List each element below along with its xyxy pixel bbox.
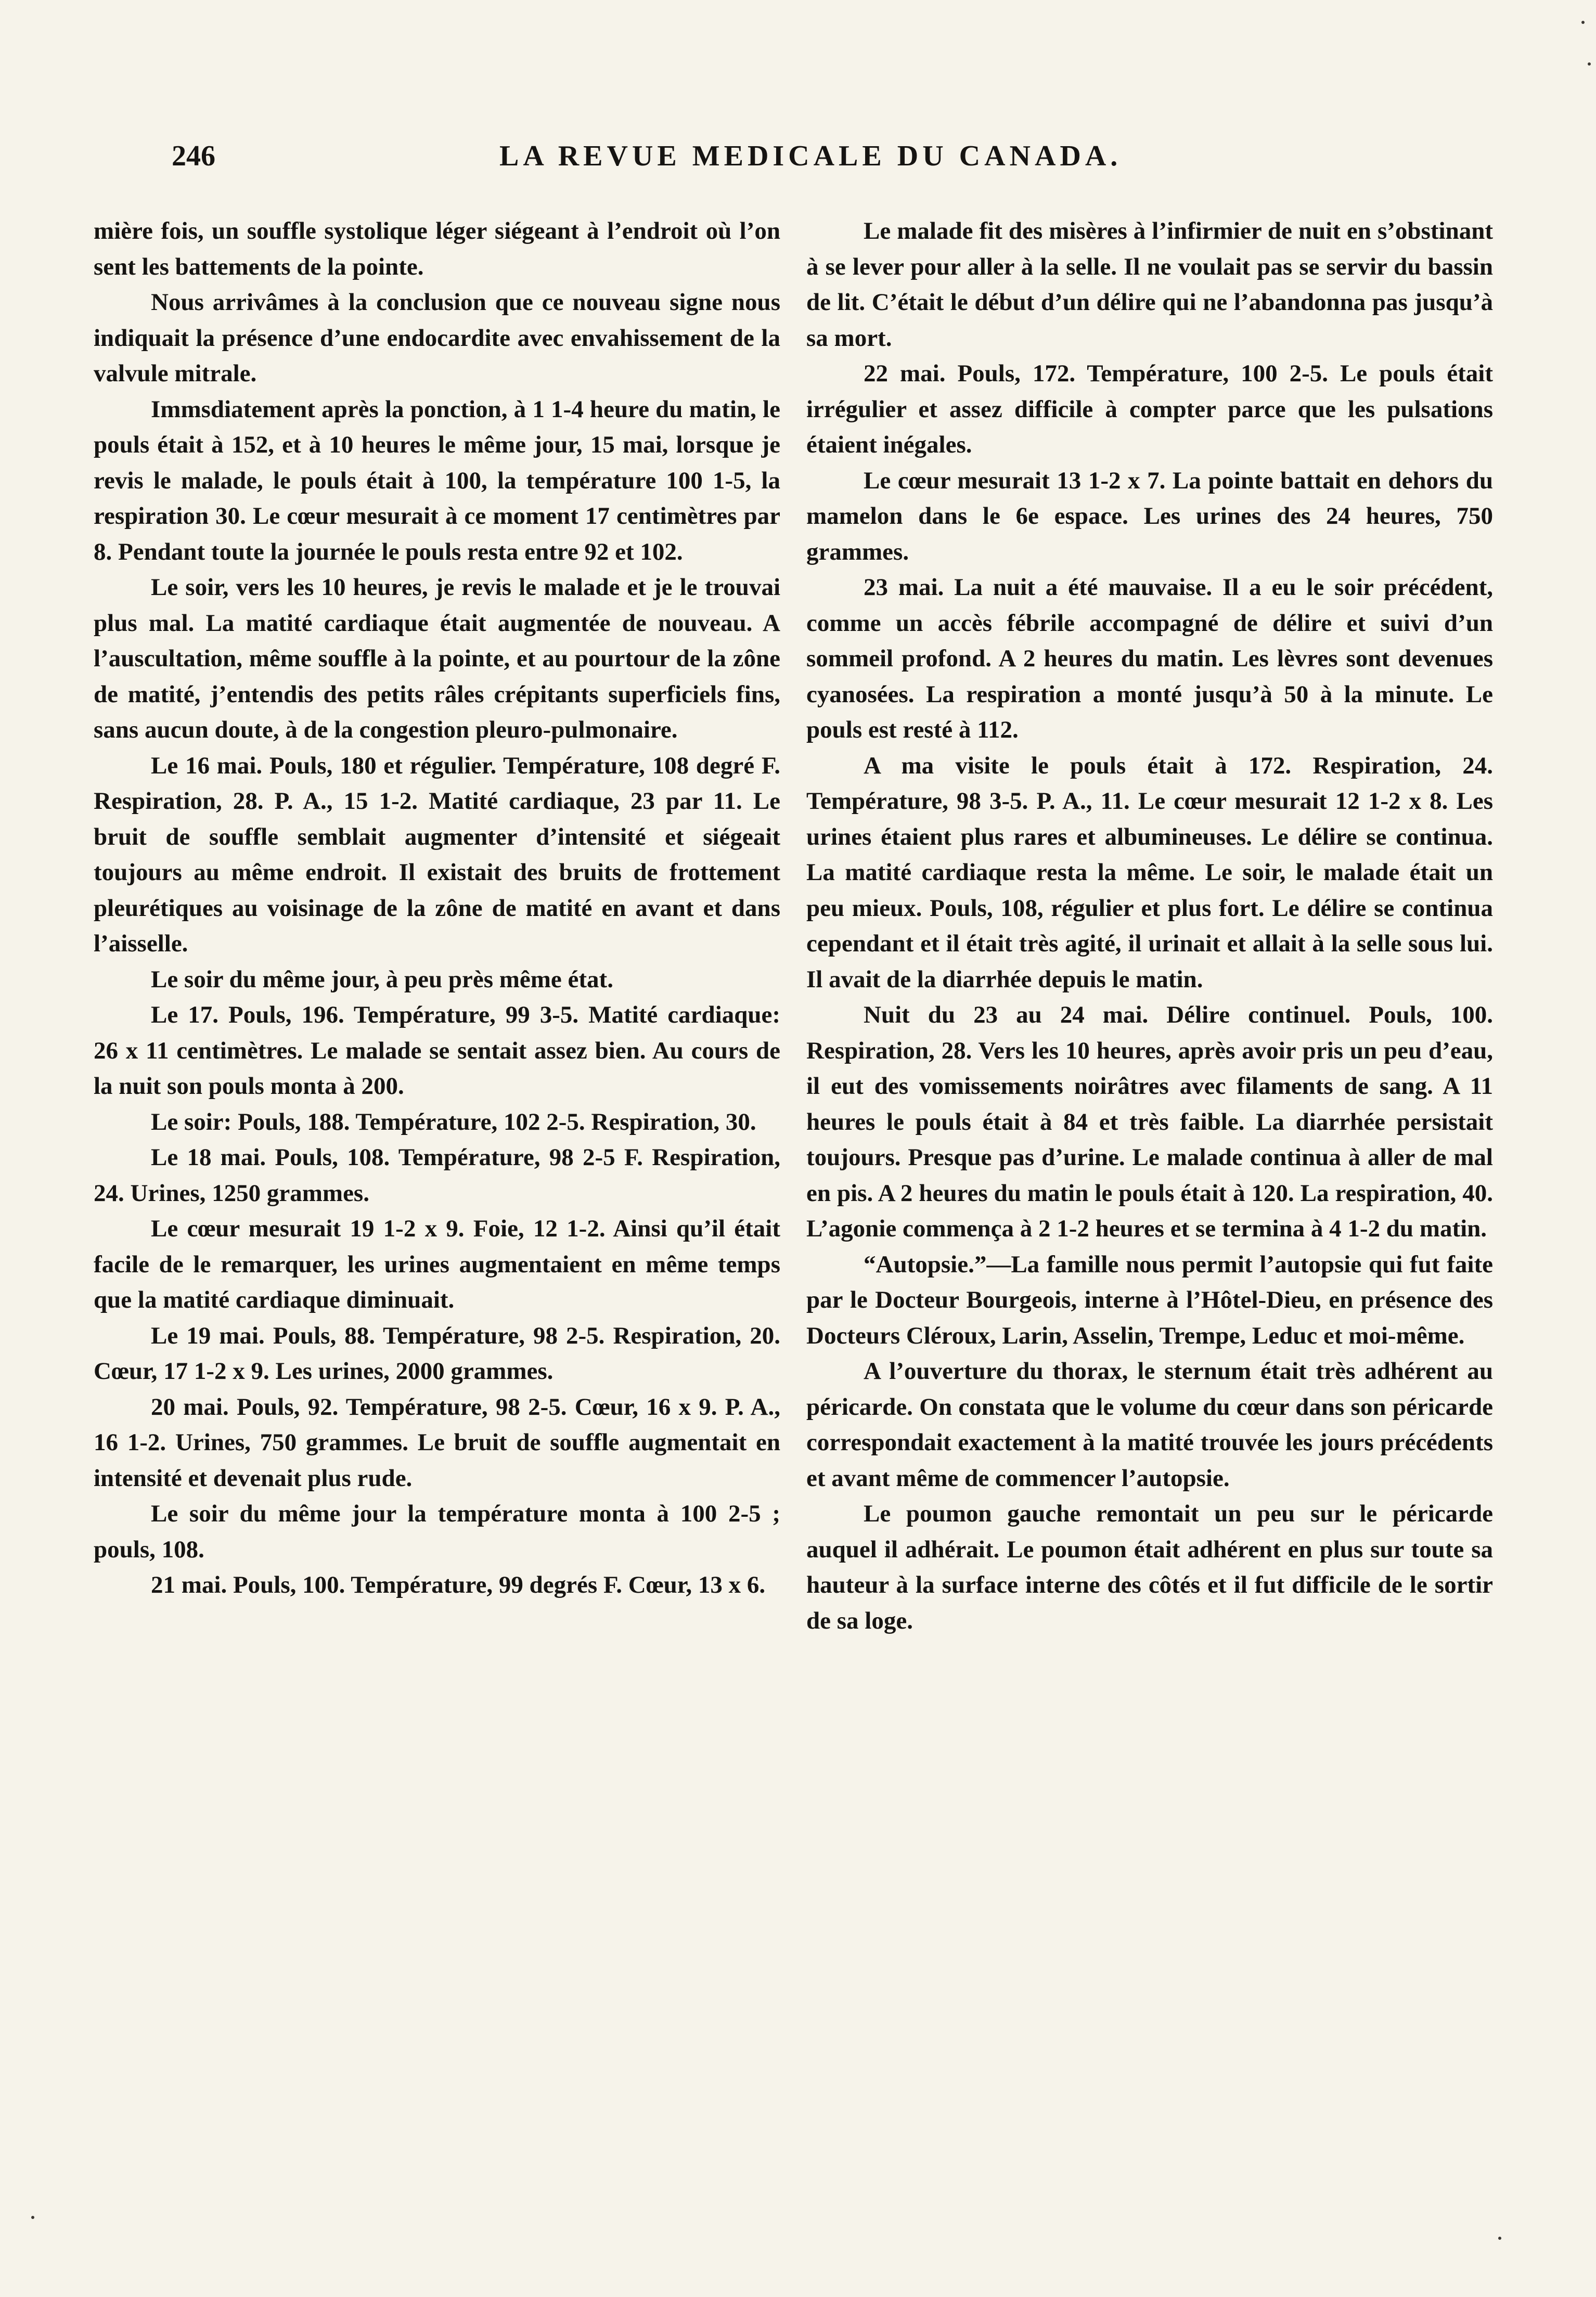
paragraph: Le malade fit des misères à l’infirmier de nuit en s’obstinant à se lever pour aller à la selle. Il ne voulait pas se servir du bassin de lit. C’était le début d’un délire qui ne l’abandonna pas jusqu’à sa mort. xyxy=(806,217,1493,352)
paragraph: Le soir du même jour la température monta à 100 2-5 ; pouls, 108. xyxy=(94,1500,780,1563)
paragraph: Le 16 mai. Pouls, 180 et régulier. Température, 108 degré F. Respiration, 28. P. A., 15 1-2. Matité cardiaque, 23 par 11. Le bruit de souffle semblait augmenter d’intensité et siégeait toujours au même endroit. Il existait des bruits de frottement pleurétiques au voisinage de la zône de matité en avant et dans l’aisselle. xyxy=(94,752,780,957)
paragraph: mière fois, un souffle systolique léger siégeant à l’endroit où l’on sent les battements de la pointe. xyxy=(94,217,780,280)
paragraph: Le soir du même jour, à peu près même état. xyxy=(151,965,613,993)
right-column xyxy=(806,213,1493,1638)
print-speck xyxy=(1581,21,1585,24)
paragraph: “Autopsie.”—La famille nous permit l’autopsie qui fut faite par le Docteur Bourgeois, interne à l’Hôtel-Dieu, en présence des Docteurs Cléroux, Larin, Asselin, Trempe, Leduc et moi-même. xyxy=(806,1250,1493,1349)
left-column xyxy=(94,213,780,1603)
print-speck xyxy=(1498,2237,1501,2240)
paragraph: Le 18 mai. Pouls, 108. Température, 98 2-5 F. Respiration, 24. Urines, 1250 grammes. xyxy=(94,1144,780,1207)
paragraph: Immsdiatement après la ponction, à 1 1-4 heure du matin, le pouls était à 152, et à 10 heures le même jour, 15 mai, lorsque je revis le malade, le pouls était à 100, la température 100 1-5, la respiration 30. Le cœur mesurait à ce moment 17 centimètres par 8. Pendant toute la journée le pouls resta entre 92 et 102. xyxy=(94,395,780,565)
paragraph: Le poumon gauche remontait un peu sur le péricarde auquel il adhérait. Le poumon était adhérent en plus sur toute sa hauteur à la surface interne des côtés et il fut difficile de le sortir de sa loge. xyxy=(806,1500,1493,1634)
running-title: LA REVUE MEDICALE DU CANADA. xyxy=(499,140,1122,172)
paragraph: A l’ouverture du thorax, le sternum était très adhérent au péricarde. On constata que le volume du cœur dans son péricarde correspondait exactement à la matité trouvée les jours précédents et avant même de commencer l’autopsie. xyxy=(806,1358,1493,1492)
paragraph: 23 mai. La nuit a été mauvaise. Il a eu le soir précédent, comme un accès fébrile accompagné de délire et suivi d’un sommeil profond. A 2 heures du matin. Les lèvres sont devenues cyanosées. La respiration a monté jusqu’à 50 à la minute. Le pouls est resté à 112. xyxy=(806,574,1493,743)
paragraph: A ma visite le pouls était à 172. Respiration, 24. Température, 98 3-5. P. A., 11. Le cœur mesurait 12 1-2 x 8. Les urines étaient plus rares et albumineuses. Le délire se continua. La matité cardiaque resta la même. Le soir, le malade était un peu mieux. Pouls, 108, régulier et plus fort. Le délire se continua cependant et il était très agité, il urinait et allait à la selle sous lui. Il avait de la diarrhée depuis le matin. xyxy=(806,752,1493,993)
paragraph: Le soir: Pouls, 188. Température, 102 2-5. Respiration, 30. xyxy=(151,1108,756,1135)
paragraph: 20 mai. Pouls, 92. Température, 98 2-5. Cœur, 16 x 9. P. A., 16 1-2. Urines, 750 grammes. Le bruit de souffle augmentait en intensité et devenait plus rude. xyxy=(94,1393,780,1492)
paragraph: Le soir, vers les 10 heures, je revis le malade et je le trouvai plus mal. La matité cardiaque était augmentée de nouveau. A l’auscultation, même souffle à la pointe, et au pourtour de la zône de matité, j’entendis des petits râles crépitants superficiels fins, sans aucun doute, à de la congestion pleuro-pulmonaire. xyxy=(94,574,780,743)
paragraph: 21 mai. Pouls, 100. Température, 99 degrés F. Cœur, 13 x 6. xyxy=(151,1571,766,1598)
paragraph: Nous arrivâmes à la conclusion que ce nouveau signe nous indiquait la présence d’une endocardite avec envahissement de la valvule mitrale. xyxy=(94,289,780,387)
paragraph: Nuit du 23 au 24 mai. Délire continuel. Pouls, 100. Respiration, 28. Vers les 10 heures, après avoir pris un peu d’eau, il eut des vomissements noirâtres avec filaments de sang. A 11 heures le pouls était à 84 et très faible. La diarrhée persistait toujours. Presque pas d’urine. Le malade continua à aller de mal en pis. A 2 heures du matin le pouls était à 120. La respiration, 40. L’agonie commença à 2 1-2 heures et se termina à 4 1-2 du matin. xyxy=(806,1001,1493,1242)
page-number: 246 xyxy=(172,140,215,172)
paragraph: Le 19 mai. Pouls, 88. Température, 98 2-5. Respiration, 20. Cœur, 17 1-2 x 9. Les urines, 2000 grammes. xyxy=(94,1322,780,1385)
paragraph: Le cœur mesurait 13 1-2 x 7. La pointe battait en dehors du mamelon dans le 6e espace. Les urines des 24 heures, 750 grammes. xyxy=(806,467,1493,565)
paragraph: Le 17. Pouls, 196. Température, 99 3-5. Matité cardiaque: 26 x 11 centimètres. Le malade se sentait assez bien. Au cours de la nuit son pouls monta à 200. xyxy=(94,1001,780,1100)
paragraph: 22 mai. Pouls, 172. Température, 100 2-5. Le pouls était irrégulier et assez difficile à compter parce que les pulsations étaient inégales. xyxy=(806,360,1493,458)
print-speck xyxy=(31,2216,34,2219)
print-speck xyxy=(1588,62,1591,66)
paragraph: Le cœur mesurait 19 1-2 x 9. Foie, 12 1-2. Ainsi qu’il était facile de le remarquer, les urines augmentaient en même temps que la matité cardiaque diminuait. xyxy=(94,1215,780,1313)
